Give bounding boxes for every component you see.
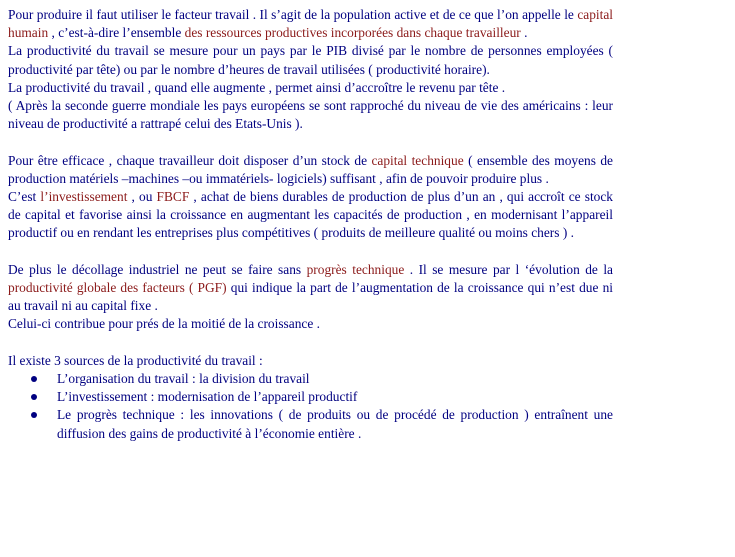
list-item — [57, 370, 613, 388]
list-item-text: Le progrès technique : les innovations ( de produits ou de procédé de production ) entraînent une diffusion des gains de productivité à l’économie entière . — [57, 407, 613, 441]
term-ressources-productives: des ressources productives incorporées dans chaque travailleur — [184, 25, 521, 41]
text-span: Pour produire il faut utiliser le facteur travail . Il s’agit de la population active et de ce que l’on appelle le — [8, 7, 578, 22]
text-span: De plus le décollage industriel ne peut se faire sans — [8, 261, 307, 277]
term-capital-humain: capital humain — [8, 7, 613, 41]
sources-list — [8, 370, 613, 443]
text-span: , c’est-à-dire l’ensemble — [48, 25, 185, 41]
term-investissement: l’investissement — [40, 189, 128, 205]
spacer — [8, 133, 613, 151]
bullet-icon — [31, 376, 37, 382]
paragraph-investissement — [8, 188, 613, 243]
text-span: . Il se mesure par l ‘évolution de la — [404, 261, 613, 277]
text-span: C’est — [8, 189, 41, 205]
document-text — [8, 6, 613, 443]
paragraph-progres-technique — [8, 261, 613, 316]
list-item — [57, 388, 613, 406]
paragraph-labour-factor — [8, 6, 613, 42]
paragraph-sources-intro: Il existe 3 sources de la productivité du travail : — [8, 352, 263, 368]
paragraph-productivity-measure: La productivité du travail se mesure pour un pays par le PIB divisé par le nombre de personnes employées ( productivité par tête) ou par le nombre d’heures de travail utilisées ( productivité horaire). — [8, 43, 613, 77]
spacer — [8, 334, 613, 352]
list-item — [57, 406, 613, 442]
bullet-icon — [31, 412, 37, 418]
paragraph-contribution: Celui-ci contribue pour prés de la moitié de la croissance . — [8, 316, 320, 332]
text-span: qui indique la part de l’augmentation de la croissance qui n’est due ni au travail ni au capital fixe . — [8, 280, 613, 314]
text-span: Pour être efficace , chaque travailleur doit disposer d’un stock de — [8, 152, 372, 168]
list-item-text: L’investissement : modernisation de l’appareil productif — [57, 389, 358, 405]
term-fbcf: FBCF — [156, 189, 190, 205]
spacer — [8, 243, 613, 261]
term-progres-technique: progrès technique — [306, 261, 405, 277]
paragraph-productivity-income: La productivité du travail , quand elle augmente , permet ainsi d’accroître le revenu par tête . — [8, 79, 506, 95]
term-pgf: productivité globale des facteurs ( PGF) — [8, 280, 227, 296]
text-span: , achat de biens durables de production de plus d’un an , qui accroît ce stock de capital et favorise ainsi la croissance en augmentant les capacités de production , en modernisant l’appareil productif ou en rendant les entreprises plus compétitives ( produits de meilleure qualité ou moins chers ) . — [8, 189, 613, 241]
list-item-text: L’organisation du travail : la division du travail — [57, 371, 310, 387]
paragraph-capital-technique — [8, 152, 613, 188]
paragraph-post-war: ( Après la seconde guerre mondiale les pays européens se sont rapproché du niveau de vie des américains : leur niveau de productivité a rattrapé celui des Etats-Unis ). — [8, 98, 613, 132]
term-capital-technique: capital technique — [371, 152, 464, 168]
text-span: , ou — [127, 189, 157, 205]
bullet-icon — [31, 394, 37, 400]
text-span: ( ensemble des moyens de production matériels –machines –ou immatériels- logiciels) suffisant , afin de pouvoir produire plus . — [8, 152, 614, 186]
text-span: . — [520, 25, 528, 41]
